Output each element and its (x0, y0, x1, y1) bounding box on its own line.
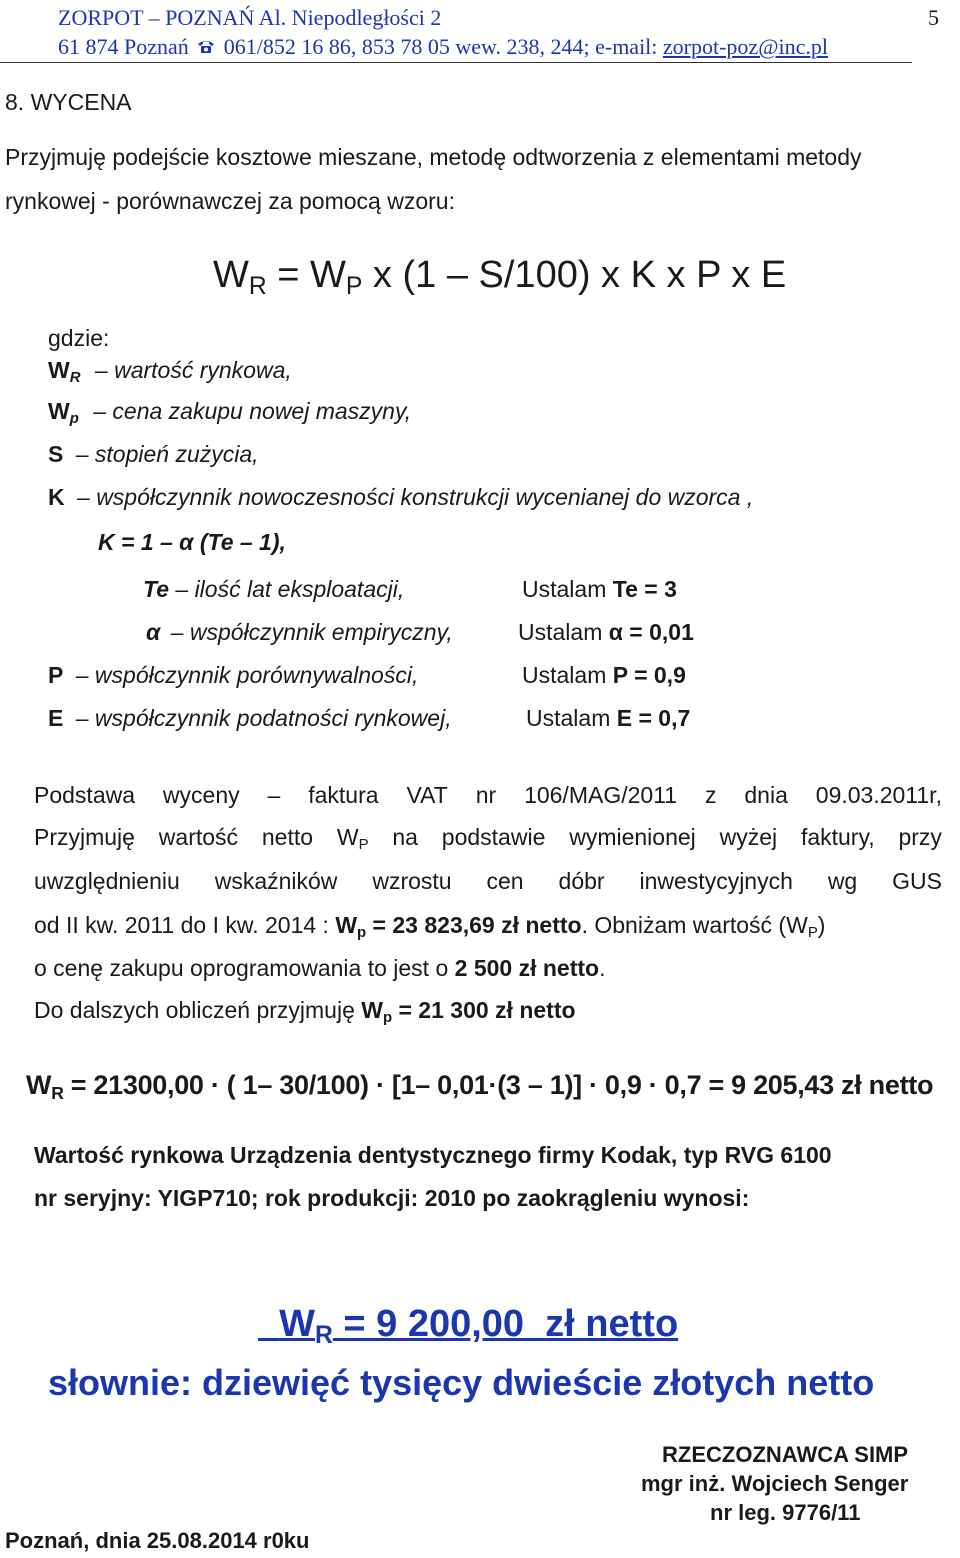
legend-te: Te – ilość lat eksploatacji, (143, 576, 405, 602)
legend-te-value: Ustalam Te = 3 (522, 576, 677, 602)
conclusion-line-1: Wartość rynkowa Urządzenia dentystycznego firmy Kodak, typ RVG 6100 (34, 1142, 832, 1168)
legend-alpha-value: Ustalam α = 0,01 (518, 619, 694, 645)
legend-k: K – współczynnik nowoczesności konstrukcji wycenianej do wzorca , (48, 484, 754, 510)
basis-line-5: o cenę zakupu oprogramowania to jest o 2 500 zł netto. (34, 955, 606, 981)
page-number: 5 (928, 5, 939, 30)
intro-line-2: rynkowej - porównawczej za pomocą wzoru: (5, 188, 455, 214)
basis-line-3: uwzględnieniu wskaźników wzrostu cen dóbr inwestycyjnych wg GUS (34, 868, 942, 894)
header-divider (0, 62, 912, 63)
legend-p: P – współczynnik porównywalności, (48, 662, 419, 688)
legend-wr: $W_R$ – wartość rynkowa, (48, 357, 292, 387)
legend-alpha: α – współczynnik empiryczny, (146, 619, 453, 645)
place-date: Poznań, dnia 25.08.2014 r0ku (5, 1528, 310, 1553)
legend-e-value: Ustalam E = 0,7 (526, 705, 691, 731)
signature-title: RZECZOZNAWCA SIMP (662, 1442, 909, 1467)
calculation-line: $W_R = 21300,00$ · ( 1– 30/100) · [1– 0,01·(3 – 1)] · 0,9 · 0,7 = 9 205,43 zł netto (26, 1070, 934, 1103)
legend-p-value: Ustalam P = 0,9 (522, 662, 686, 688)
legend-s: S – stopień zużycia, (48, 441, 259, 467)
header-contact-line (58, 34, 828, 60)
signature-license: nr leg. 9776/11 (710, 1500, 861, 1525)
header-email-link[interactable]: zorpot-poz@inc.pl (662, 34, 828, 59)
basis-line-4: od II kw. 2011 do I kw. 2014 : $W_p = 23$ 823,69 zł netto. Obniżam wartość $(W_P)$ (34, 912, 826, 942)
final-value: $W_R = 9$ 200,00 zł netto (279, 1303, 679, 1349)
intro-line-1: Przyjmuję podejście kosztowe mieszane, metodę odtworzenia z elementami metody (5, 144, 862, 170)
legend-where: gdzie: (48, 325, 110, 351)
header-city: 61 874 Poznań (58, 34, 189, 59)
header-phones: 061/852 16 86, 853 78 05 wew. 238, 244; e-mail: (223, 34, 663, 59)
basis-line-6: Do dalszych obliczeń przyjmuję $W_p = 21$ 300 zł netto (34, 997, 576, 1027)
header-company-line: ZORPOT – POZNAŃ Al. Niepodległości 2 (58, 5, 442, 30)
basis-line-2: Przyjmuję wartość netto $W_P$ na podstawie wymienionej wyżej faktury, przy (34, 824, 942, 854)
conclusion-line-2: nr seryjny: YIGP710; rok produkcji: 2010 po zaokrągleniu wynosi: (34, 1185, 750, 1211)
signature-name: mgr inż. Wojciech Senger (641, 1471, 909, 1496)
legend-k-formula: K = 1 – α (Te – 1), (98, 529, 286, 555)
phone-icon (196, 34, 216, 60)
main-formula: $W_R = W_P$ x (1 – S/100) x K x P x E (213, 254, 787, 300)
legend-e: E – współczynnik podatności rynkowej, (48, 705, 452, 731)
legend-wp: $W_p$ – cena zakupu nowej maszyny, (48, 398, 412, 428)
basis-line-1: Podstawa wyceny – faktura VAT nr 106/MAG/2011 z dnia 09.03.2011r, (34, 782, 942, 808)
final-value-words: słownie: dziewięć tysięcy dwieście złotych netto (48, 1362, 875, 1403)
section-title: 8. WYCENA (5, 89, 132, 115)
